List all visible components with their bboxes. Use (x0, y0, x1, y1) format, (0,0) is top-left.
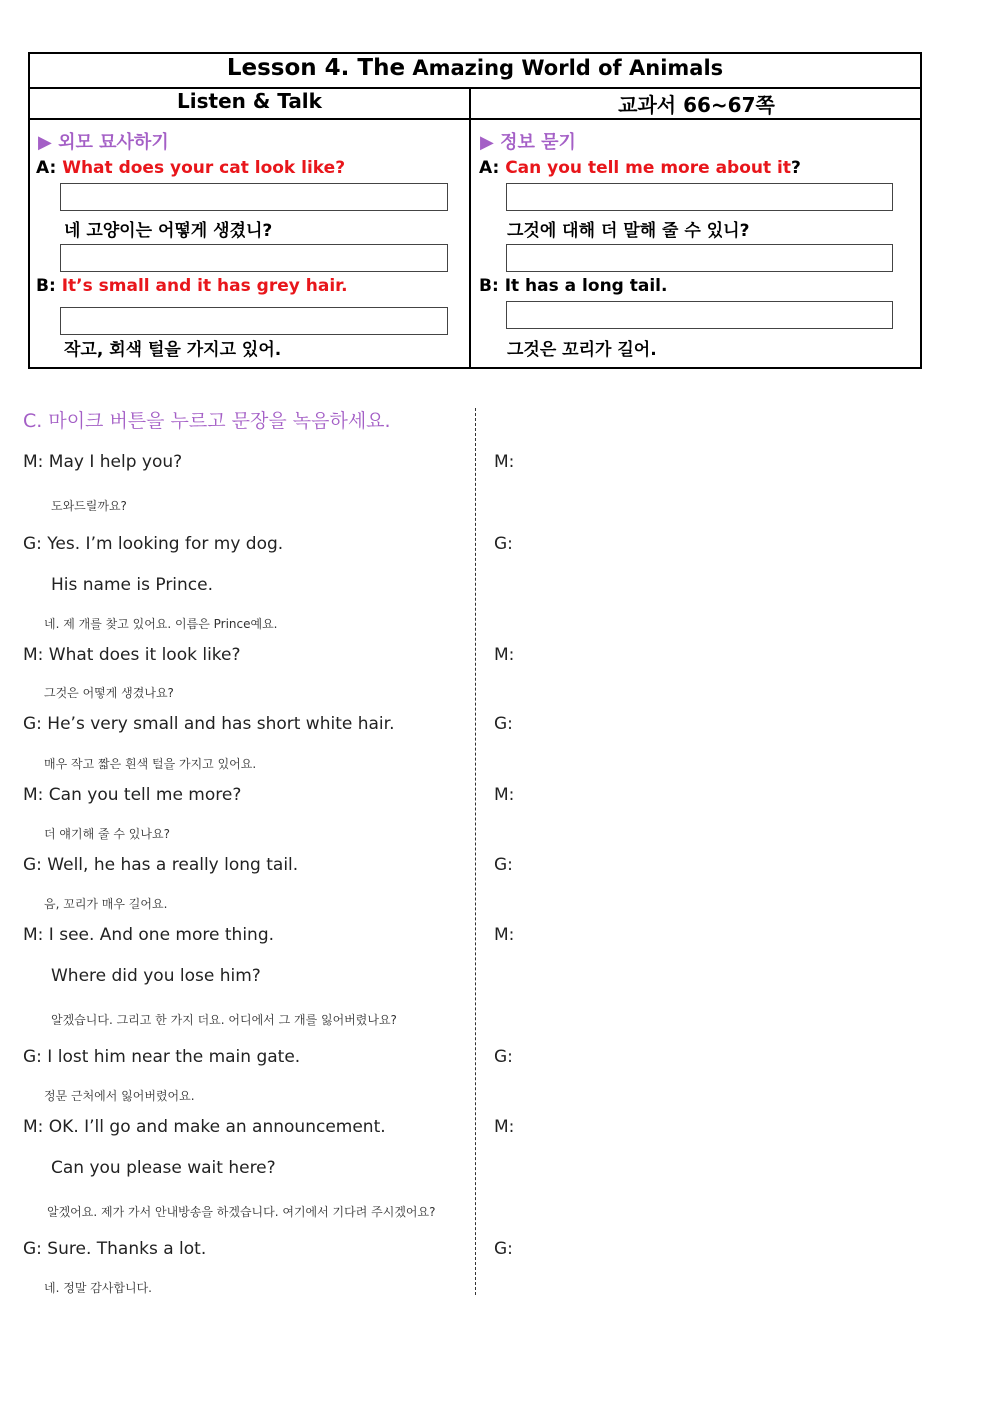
section-c-heading: C. 마이크 버튼을 누르고 문장을 녹음하세요. (23, 410, 391, 432)
right-section-title: ▶ 정보 묻기 (480, 132, 576, 153)
lesson-title: Lesson 4. The Amazing World of Animals (226, 55, 724, 81)
record-label-8: G: (494, 1047, 513, 1067)
column-divider (475, 408, 476, 1295)
record-label-3: M: (494, 645, 515, 665)
dialogue-line-2: G: Yes. I’m looking for my dog. (23, 534, 284, 554)
record-label-10: G: (494, 1239, 513, 1259)
record-label-6: G: (494, 855, 513, 875)
table-divider-sub (28, 118, 922, 120)
dialogue-translation-8: 정문 근처에서 잃어버렸어요. (44, 1089, 195, 1103)
left-answer-blank-3[interactable] (60, 307, 448, 335)
dialogue-translation-10: 네. 정말 감사합니다. (44, 1281, 152, 1295)
right-a-korean: 그것에 대해 더 말해 줄 수 있니? (507, 221, 750, 241)
record-label-4: G: (494, 714, 513, 734)
record-label-7: M: (494, 925, 515, 945)
dialogue-line-6: G: Well, he has a really long tail. (23, 855, 299, 875)
left-answer-blank-2[interactable] (60, 244, 448, 272)
dialogue-translation-5: 더 얘기해 줄 수 있나요? (44, 827, 170, 841)
left-line-a: A: What does your cat look like? (36, 158, 346, 178)
dialogue-line-9: M: OK. I’ll go and make an announcement. (23, 1117, 386, 1137)
dialogue-translation-2: 네. 제 개를 찾고 있어요. 이름은 Prince예요. (44, 617, 278, 631)
dialogue-line-7b: Where did you lose him? (51, 966, 261, 986)
right-answer-blank-3[interactable] (506, 301, 893, 329)
left-b-korean: 작고, 회색 털을 가지고 있어. (64, 340, 282, 360)
dialogue-translation-6: 음, 꼬리가 매우 길어요. (44, 897, 168, 911)
dialogue-line-5: M: Can you tell me more? (23, 785, 242, 805)
record-label-9: M: (494, 1117, 515, 1137)
left-section-title: ▶ 외모 묘사하기 (38, 132, 169, 153)
dialogue-line-2b: His name is Prince. (51, 575, 214, 595)
dialogue-line-10: G: Sure. Thanks a lot. (23, 1239, 207, 1259)
record-label-2: G: (494, 534, 513, 554)
record-label-1: M: (494, 452, 515, 472)
right-b-korean: 그것은 꼬리가 길어. (507, 340, 657, 360)
right-subtitle: 교과서 66~67쪽 (618, 93, 775, 117)
dialogue-translation-4: 매우 작고 짧은 흰색 털을 가지고 있어요. (44, 757, 257, 771)
left-answer-blank-1[interactable] (60, 183, 448, 211)
dialogue-line-3: M: What does it look like? (23, 645, 241, 665)
record-label-5: M: (494, 785, 515, 805)
right-line-b: B: It has a long tail. (479, 276, 668, 296)
dialogue-line-1: M: May I help you? (23, 452, 183, 472)
dialogue-line-7: M: I see. And one more thing. (23, 925, 275, 945)
dialogue-line-8: G: I lost him near the main gate. (23, 1047, 301, 1067)
right-answer-blank-2[interactable] (506, 244, 893, 272)
right-line-a: A: Can you tell me more about it? (479, 158, 801, 178)
dialogue-translation-3: 그것은 어떻게 생겼나요? (44, 686, 174, 700)
left-subtitle: Listen & Talk (177, 89, 322, 113)
dialogue-line-4: G: He’s very small and has short white hair. (23, 714, 395, 734)
table-divider-vertical (469, 87, 471, 369)
dialogue-line-9b: Can you please wait here? (51, 1158, 276, 1178)
dialogue-translation-9: 알겠어요. 제가 가서 안내방송을 하겠습니다. 여기에서 기다려 주시겠어요? (47, 1205, 436, 1219)
left-line-b: B: It’s small and it has grey hair. (36, 276, 348, 296)
dialogue-translation-7: 알겠습니다. 그리고 한 가지 더요. 어디에서 그 개를 잃어버렸나요? (51, 1013, 397, 1027)
left-a-korean: 네 고양이는 어떻게 생겼니? (64, 221, 273, 241)
dialogue-translation-1: 도와드릴까요? (51, 499, 127, 513)
right-answer-blank-1[interactable] (506, 183, 893, 211)
